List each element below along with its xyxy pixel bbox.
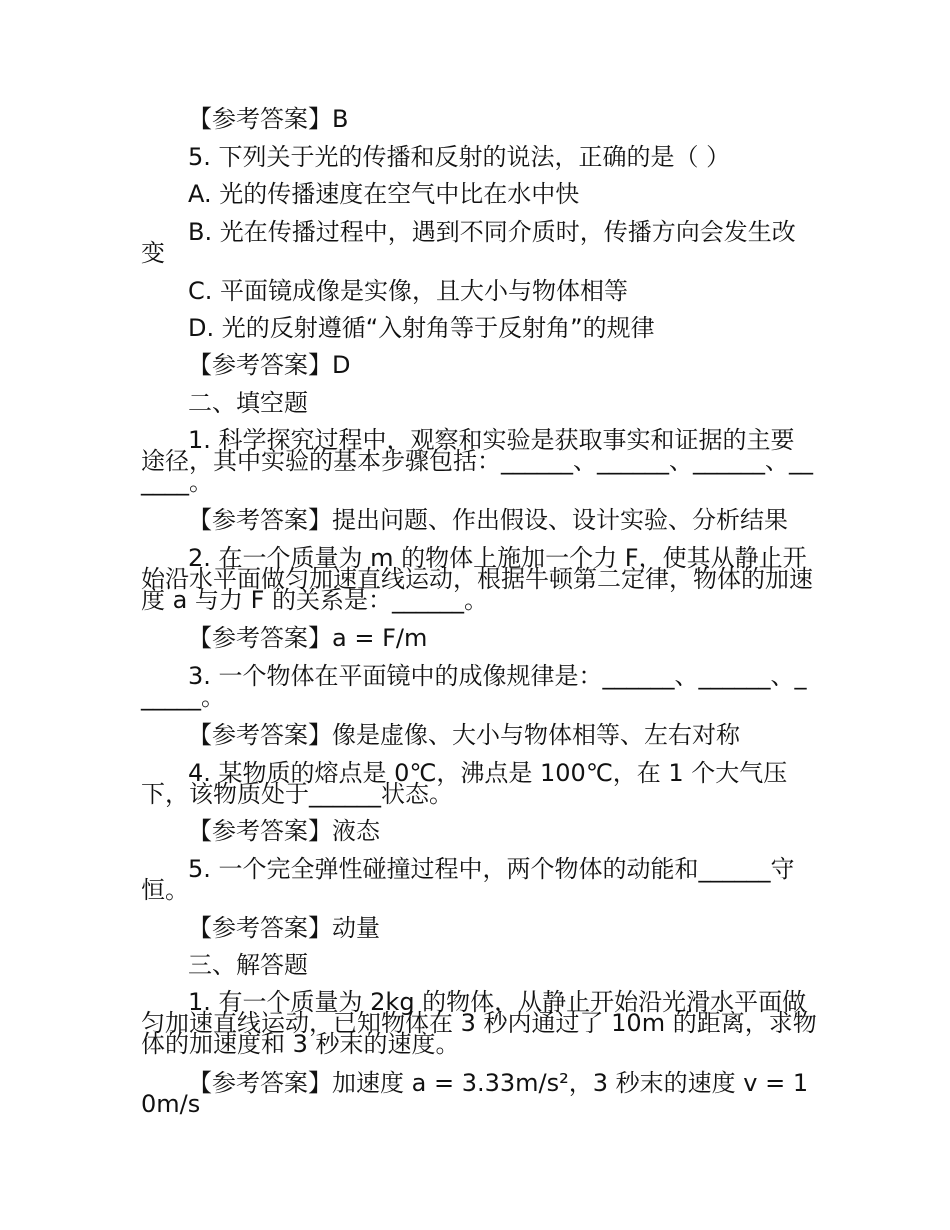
section-3-heading: 三、解答题 [188, 951, 308, 979]
option-b: B. 光在传播过程中，遇到不同介质时，传播方向会发生改变 [141, 218, 796, 267]
fill-answer-2: 【参考答案】a = F/m [188, 624, 428, 652]
option-a: A. 光的传播速度在空气中比在水中快 [188, 180, 580, 208]
fill-answer-1: 【参考答案】提出问题、作出假设、设计实验、分析结果 [188, 506, 788, 534]
fill-question-4: 4. 某物质的熔点是 0℃，沸点是 100℃，在 1 个大气压下，该物质处于______状态。 [141, 759, 788, 808]
fill-answer-4: 【参考答案】液态 [188, 817, 380, 845]
solve-question-1: 1. 有一个质量为 2kg 的物体，从静止开始沿光滑水平面做匀加速直线运动，已知物体在 3 秒内通过了 10m 的距离，求物体的加速度和 3 秒末的速度。 [141, 988, 817, 1058]
fill-question-2: 2. 在一个质量为 m 的物体上施加一个力 F，使其从静止开始沿水平面做匀加速直线运动，根据牛顿第二定律，物体的加速度 a 与力 F 的关系是：______。 [141, 544, 813, 614]
answer-q5: 【参考答案】D [188, 351, 351, 379]
fill-answer-3: 【参考答案】像是虚像、大小与物体相等、左右对称 [188, 721, 740, 749]
fill-question-3: 3. 一个物体在平面镜中的成像规律是：______、______、______。 [141, 662, 807, 711]
answer-prev: 【参考答案】B [188, 105, 349, 133]
section-2-heading: 二、填空题 [188, 389, 308, 417]
solve-answer-1: 【参考答案】加速度 a = 3.33m/s²，3 秒末的速度 v = 10m/s [141, 1069, 809, 1118]
fill-answer-5: 【参考答案】动量 [188, 914, 380, 942]
option-c: C. 平面镜成像是实像，且大小与物体相等 [188, 277, 629, 305]
fill-question-1: 1. 科学探究过程中，观察和实验是获取事实和证据的主要途径，其中实验的基本步骤包括：______、______、______、______。 [141, 426, 813, 496]
option-d: D. 光的反射遵循“入射角等于反射角”的规律 [188, 314, 655, 342]
fill-question-5: 5. 一个完全弹性碰撞过程中，两个物体的动能和______守恒。 [141, 855, 795, 904]
question-5: 5. 下列关于光的传播和反射的说法，正确的是（ ） [188, 143, 731, 171]
